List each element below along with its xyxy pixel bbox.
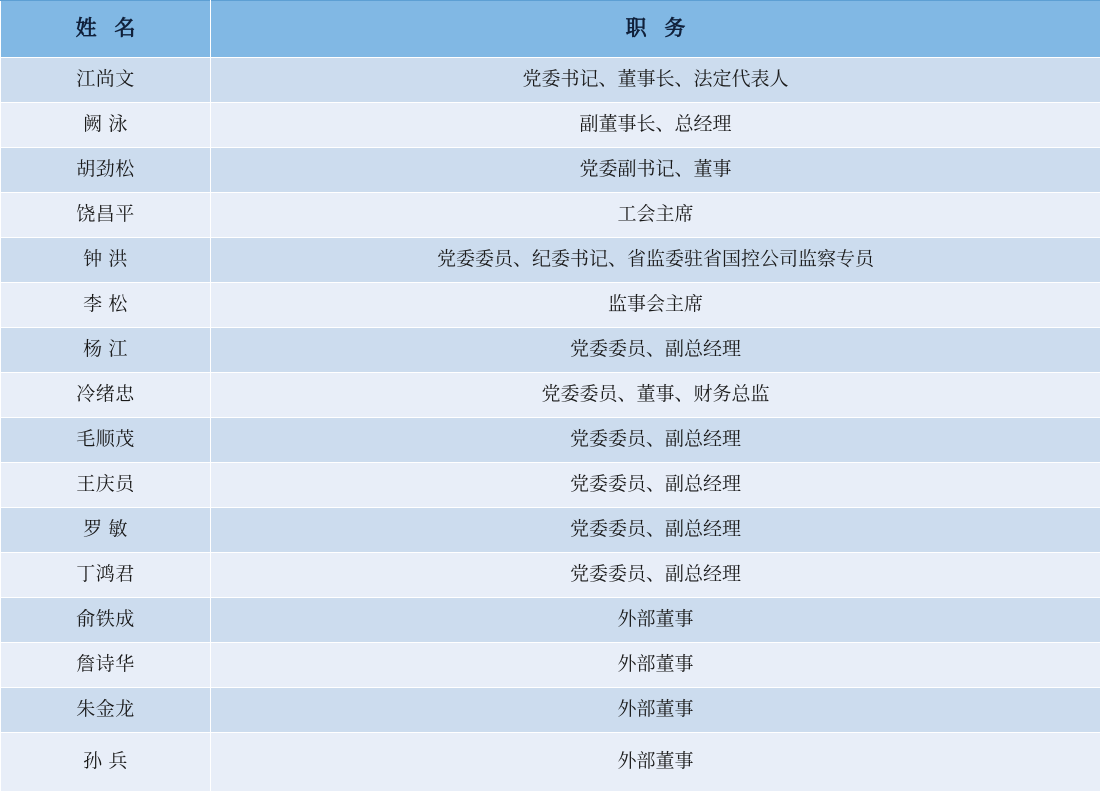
cell-title: 党委委员、副总经理 (211, 463, 1101, 508)
table-row (1, 643, 1101, 688)
cell-name: 俞铁成 (1, 598, 211, 643)
table-row (1, 733, 1101, 792)
cell-name: 冷绪忠 (1, 373, 211, 418)
cell-name: 李 松 (1, 283, 211, 328)
cell-name: 阙 泳 (1, 103, 211, 148)
cell-title: 外部董事 (211, 643, 1101, 688)
cell-name: 罗 敏 (1, 508, 211, 553)
table-header (1, 1, 1101, 58)
cell-title: 工会主席 (211, 193, 1101, 238)
table-header-row (1, 1, 1101, 58)
cell-title: 党委书记、董事长、法定代表人 (211, 58, 1101, 103)
cell-title: 党委委员、副总经理 (211, 553, 1101, 598)
table-body (1, 58, 1101, 792)
cell-name: 詹诗华 (1, 643, 211, 688)
cell-name: 孙 兵 (1, 733, 211, 792)
table-row (1, 193, 1101, 238)
table-row (1, 283, 1101, 328)
table-row (1, 103, 1101, 148)
table-row (1, 553, 1101, 598)
table-row (1, 508, 1101, 553)
cell-title: 外部董事 (211, 733, 1101, 792)
table-row (1, 418, 1101, 463)
table-row (1, 688, 1101, 733)
cell-title: 党委委员、纪委书记、省监委驻省国控公司监察专员 (211, 238, 1101, 283)
cell-name: 杨 江 (1, 328, 211, 373)
column-header-name: 姓 名 (1, 1, 211, 58)
table-row (1, 373, 1101, 418)
cell-name: 丁鸿君 (1, 553, 211, 598)
cell-title: 外部董事 (211, 688, 1101, 733)
cell-name: 饶昌平 (1, 193, 211, 238)
cell-title: 监事会主席 (211, 283, 1101, 328)
table-row (1, 598, 1101, 643)
cell-title: 外部董事 (211, 598, 1101, 643)
cell-name: 朱金龙 (1, 688, 211, 733)
cell-name: 王庆员 (1, 463, 211, 508)
cell-title: 副董事长、总经理 (211, 103, 1101, 148)
cell-title: 党委副书记、董事 (211, 148, 1101, 193)
cell-name: 胡劲松 (1, 148, 211, 193)
cell-name: 江尚文 (1, 58, 211, 103)
cell-title: 党委委员、副总经理 (211, 508, 1101, 553)
table-row (1, 463, 1101, 508)
table-row (1, 58, 1101, 103)
cell-title: 党委委员、董事、财务总监 (211, 373, 1101, 418)
cell-title: 党委委员、副总经理 (211, 328, 1101, 373)
column-header-title: 职 务 (211, 1, 1101, 58)
table-row (1, 148, 1101, 193)
table-row (1, 328, 1101, 373)
cell-title: 党委委员、副总经理 (211, 418, 1101, 463)
table-row (1, 238, 1101, 283)
cell-name: 毛顺茂 (1, 418, 211, 463)
cell-name: 钟 洪 (1, 238, 211, 283)
